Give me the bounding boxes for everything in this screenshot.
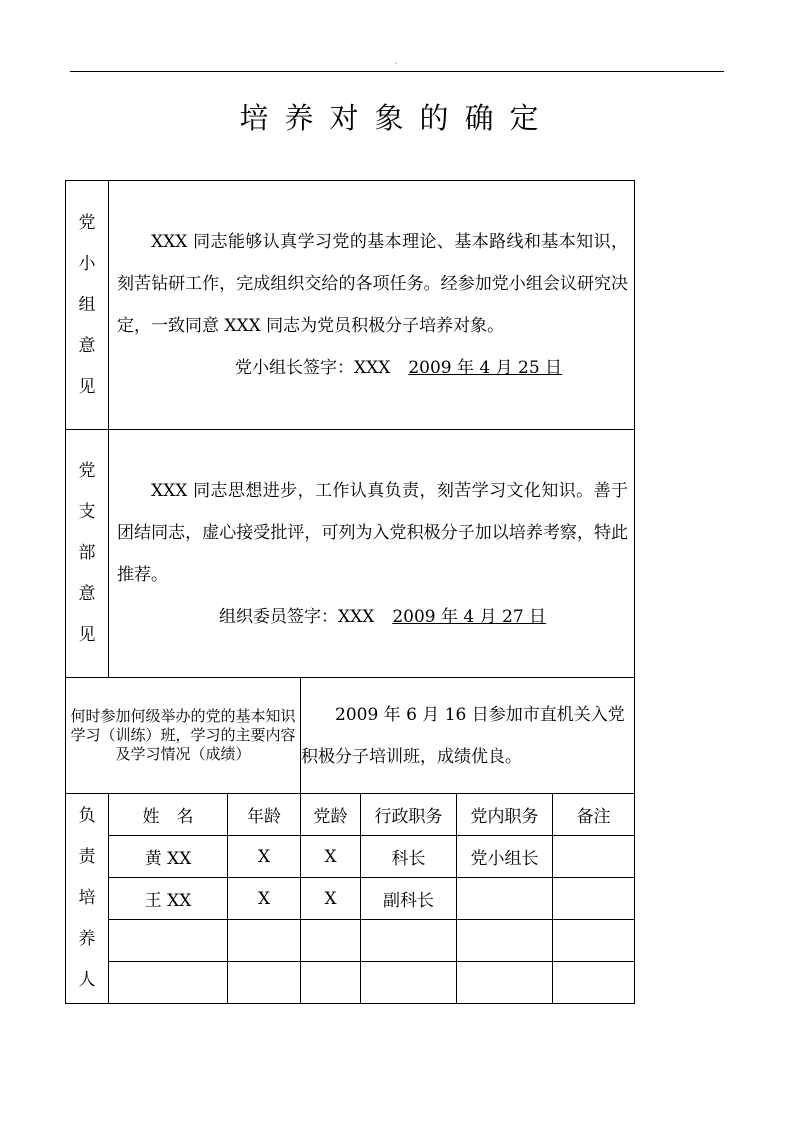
signature-date: 2009 年 4 月 27 日 <box>392 606 547 627</box>
cell-party-age <box>301 920 361 962</box>
party-group-signature <box>109 347 634 389</box>
table-row <box>66 962 635 1004</box>
signature-date: 2009 年 4 月 25 日 <box>408 358 563 378</box>
cell-age <box>228 962 301 1004</box>
column-header: 党龄 <box>301 794 361 836</box>
cell-party-position <box>457 962 553 1004</box>
training-answer: 2009 年 6 月 16 日参加市直机关入党积极分子培训班，成绩优良。 <box>301 678 635 794</box>
column-header: 备注 <box>553 794 635 836</box>
trainers-header-row <box>66 794 635 836</box>
cell-notes <box>553 962 635 1004</box>
cell-name <box>109 962 228 1004</box>
signature-label: 组织委员签字：XXX <box>219 606 375 627</box>
party-group-label: 党 小 组 意 见 <box>66 181 109 430</box>
cell-age: X <box>228 836 301 878</box>
cell-admin-position <box>361 962 457 1004</box>
form-table <box>65 180 635 1004</box>
party-branch-signature <box>109 596 634 638</box>
table-row <box>66 920 635 962</box>
party-group-paragraph: XXX 同志能够认真学习党的基本理论、基本路线和基本知识，刻苦钻研工作，完成组织交给的各项任务。经参加党小组会议研究决定，一致同意 XXX 同志为党员积极分子培养对象。 <box>117 232 629 336</box>
cell-party-position <box>457 920 553 962</box>
header-rule <box>70 71 724 72</box>
cell-party-position: 党小组长 <box>457 836 553 878</box>
party-branch-label: 党 支 部 意 见 <box>66 430 109 678</box>
cell-name <box>109 920 228 962</box>
cell-notes <box>553 878 635 920</box>
column-header: 行政职务 <box>361 794 457 836</box>
section-party-group <box>66 181 635 430</box>
cell-party-age: X <box>301 836 361 878</box>
cell-admin-position: 副科长 <box>361 878 457 920</box>
cell-age: X <box>228 878 301 920</box>
party-branch-paragraph: XXX 同志思想进步，工作认真负责，刻苦学习文化知识。善于团结同志，虚心接受批评，可列为入党积极分子加以培养考察，特此推荐。 <box>117 480 629 585</box>
cell-party-position <box>457 878 553 920</box>
page-title: 培养对象的确定 <box>239 101 555 135</box>
trainers-label: 负 责 培 养 人 <box>66 794 109 1004</box>
cell-admin-position: 科长 <box>361 836 457 878</box>
signature-label: 党小组长签字：XXX <box>235 358 391 378</box>
cell-admin-position <box>361 920 457 962</box>
table-row <box>66 836 635 878</box>
section-party-branch <box>66 430 635 678</box>
cell-notes <box>553 836 635 878</box>
party-branch-opinion <box>109 430 635 678</box>
cell-party-age <box>301 962 361 1004</box>
party-group-opinion <box>109 181 635 430</box>
training-question: 何时参加何级举办的党的基本知识学习（训练）班，学习的主要内容及学习情况（成绩） <box>66 678 301 794</box>
table-row <box>66 878 635 920</box>
header-mark: . <box>395 59 397 66</box>
cell-age <box>228 920 301 962</box>
column-header: 党内职务 <box>457 794 553 836</box>
section-training <box>66 678 635 794</box>
cell-party-age: X <box>301 878 361 920</box>
cell-name: 黄 XX <box>109 836 228 878</box>
column-header: 姓 名 <box>109 794 228 836</box>
column-header: 年龄 <box>228 794 301 836</box>
cell-notes <box>553 920 635 962</box>
cell-name: 王 XX <box>109 878 228 920</box>
